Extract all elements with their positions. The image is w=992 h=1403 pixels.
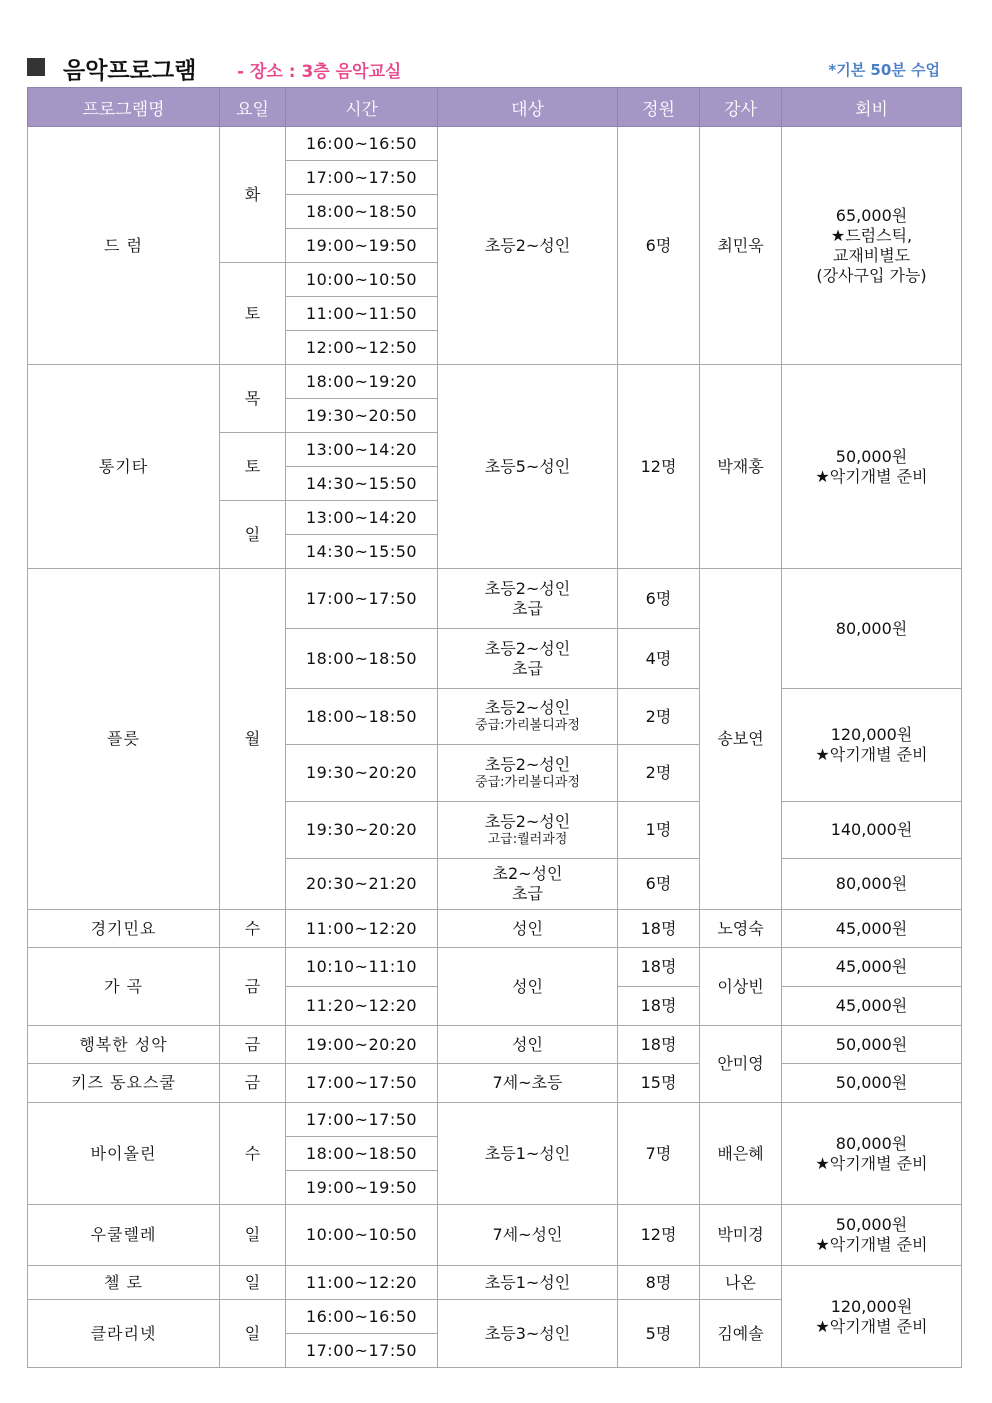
teacher-cell: 안미영 (700, 1026, 782, 1103)
fee-amount: 80,000원 (835, 1133, 908, 1153)
time-cell: 17:00~17:50 (286, 1064, 438, 1103)
time-cell: 18:00~18:50 (286, 195, 438, 229)
time-cell: 19:00~19:50 (286, 1171, 438, 1205)
time-cell: 10:00~10:50 (286, 1205, 438, 1266)
day-cell: 토 (220, 433, 286, 501)
time-cell: 10:00~10:50 (286, 263, 438, 297)
time-cell: 16:00~16:50 (286, 1300, 438, 1334)
fee-cell: 45,000원 (782, 987, 962, 1026)
time-cell: 17:00~17:50 (286, 1103, 438, 1137)
table-row (28, 1026, 962, 1064)
program-name: 플릇 (28, 569, 220, 910)
fee-note: ★악기개별 준비 (815, 466, 928, 486)
capacity-cell: 2명 (618, 689, 700, 745)
target-cell: 성인 (438, 1026, 618, 1064)
table-row (28, 1266, 962, 1300)
target-level: 초급 (512, 884, 543, 903)
target-cell: 성인 (438, 910, 618, 948)
target-range: 초등2~성인 (484, 698, 571, 718)
fee-cell: 80,000원 (782, 859, 962, 910)
capacity-cell: 6명 (618, 859, 700, 910)
col-header-program: 프로그램명 (28, 88, 220, 127)
time-cell: 19:30~20:20 (286, 745, 438, 802)
teacher-cell: 박재홍 (700, 365, 782, 569)
time-cell: 18:00~19:20 (286, 365, 438, 399)
program-name: 클라리넷 (28, 1300, 220, 1368)
target-cell (438, 802, 618, 859)
time-cell: 20:30~21:20 (286, 859, 438, 910)
time-cell: 11:00~11:50 (286, 297, 438, 331)
target-cell: 초등2~성인 (438, 127, 618, 365)
fee-note: ★드럼스틱, (830, 225, 913, 245)
time-cell: 17:00~17:50 (286, 569, 438, 629)
square-bullet-icon (27, 58, 45, 76)
day-cell: 목 (220, 365, 286, 433)
capacity-cell: 12명 (618, 365, 700, 569)
time-cell: 13:00~14:20 (286, 433, 438, 467)
fee-amount: 65,000원 (835, 205, 908, 225)
capacity-cell: 1명 (618, 802, 700, 859)
fee-amount: 120,000원 (830, 1296, 913, 1316)
day-cell: 토 (220, 263, 286, 365)
col-header-teacher: 강사 (700, 88, 782, 127)
capacity-cell: 15명 (618, 1064, 700, 1103)
day-cell: 일 (220, 1205, 286, 1266)
target-level: 중급:가리볼디과정 (475, 774, 580, 790)
fee-cell: 45,000원 (782, 948, 962, 987)
target-range: 초등2~성인 (484, 578, 571, 598)
time-cell: 11:00~12:20 (286, 1266, 438, 1300)
fee-note: ★악기개별 준비 (815, 1235, 928, 1254)
day-cell: 금 (220, 948, 286, 1026)
table-row (28, 1103, 962, 1137)
fee-note: ★악기개별 준비 (815, 745, 928, 764)
teacher-cell: 배은혜 (700, 1103, 782, 1205)
time-cell: 14:30~15:50 (286, 535, 438, 569)
table-row (28, 127, 962, 161)
capacity-cell: 7명 (618, 1103, 700, 1205)
target-cell: 초등1~성인 (438, 1103, 618, 1205)
target-cell: 초등1~성인 (438, 1266, 618, 1300)
fee-note: ★악기개별 준비 (815, 1153, 928, 1173)
program-name: 드 럼 (28, 127, 220, 365)
program-name: 첼 로 (28, 1266, 220, 1300)
fee-note: (강사구입 가능) (816, 265, 927, 285)
target-cell (438, 569, 618, 629)
teacher-cell: 노영숙 (700, 910, 782, 948)
time-cell: 17:00~17:50 (286, 161, 438, 195)
time-cell: 14:30~15:50 (286, 467, 438, 501)
time-cell: 18:00~18:50 (286, 629, 438, 689)
table-row (28, 1205, 962, 1266)
capacity-cell: 2명 (618, 745, 700, 802)
fee-cell: 80,000원 (782, 569, 962, 689)
day-cell: 금 (220, 1026, 286, 1064)
fee-cell: 140,000원 (782, 802, 962, 859)
target-range: 초등2~성인 (484, 754, 571, 774)
target-range: 초등2~성인 (484, 811, 571, 831)
target-cell (438, 859, 618, 910)
time-cell: 18:00~18:50 (286, 689, 438, 745)
target-cell (438, 745, 618, 802)
program-name: 가 곡 (28, 948, 220, 1026)
capacity-cell: 12명 (618, 1205, 700, 1266)
fee-note: ★악기개별 준비 (815, 1316, 928, 1336)
page-header (27, 50, 942, 84)
time-cell: 18:00~18:50 (286, 1137, 438, 1171)
teacher-cell: 최민욱 (700, 127, 782, 365)
time-cell: 19:00~20:20 (286, 1026, 438, 1064)
fee-cell (782, 1103, 962, 1205)
capacity-cell: 8명 (618, 1266, 700, 1300)
teacher-cell: 박미경 (700, 1205, 782, 1266)
time-cell: 19:30~20:50 (286, 399, 438, 433)
page-title: 음악프로그램 (63, 58, 197, 84)
day-cell: 일 (220, 1266, 286, 1300)
target-cell (438, 629, 618, 689)
table-row (28, 569, 962, 629)
capacity-cell: 18명 (618, 1026, 700, 1064)
table-header-row (28, 88, 962, 127)
day-cell: 일 (220, 1300, 286, 1368)
target-cell: 초등5~성인 (438, 365, 618, 569)
col-header-day: 요일 (220, 88, 286, 127)
time-cell: 19:30~20:20 (286, 802, 438, 859)
capacity-cell: 18명 (618, 948, 700, 987)
target-cell: 7세~성인 (438, 1205, 618, 1266)
target-range: 초등2~성인 (484, 638, 571, 658)
col-header-time: 시간 (286, 88, 438, 127)
time-cell: 10:10~11:10 (286, 948, 438, 987)
time-cell: 11:20~12:20 (286, 987, 438, 1026)
fee-cell (782, 689, 962, 802)
target-level: 중급:가리볼디과정 (475, 718, 580, 734)
day-cell: 수 (220, 910, 286, 948)
target-level: 초급 (512, 598, 543, 618)
music-program-table (27, 87, 962, 1368)
fee-cell (782, 127, 962, 365)
program-name: 통기타 (28, 365, 220, 569)
fee-cell: 50,000원 (782, 1064, 962, 1103)
target-level: 초급 (512, 658, 543, 678)
time-cell: 16:00~16:50 (286, 127, 438, 161)
table-row (28, 365, 962, 399)
target-level: 고급:퀄러과정 (487, 831, 568, 847)
program-name: 바이올린 (28, 1103, 220, 1205)
capacity-cell: 5명 (618, 1300, 700, 1368)
fee-amount: 120,000원 (830, 725, 913, 744)
table-row (28, 948, 962, 987)
time-cell: 17:00~17:50 (286, 1334, 438, 1368)
capacity-cell: 18명 (618, 987, 700, 1026)
table-row (28, 1064, 962, 1103)
location-label: - 장소 : 3층 음악교실 (237, 62, 402, 82)
fee-cell (782, 1205, 962, 1266)
col-header-target: 대상 (438, 88, 618, 127)
capacity-cell: 6명 (618, 127, 700, 365)
fee-cell: 45,000원 (782, 910, 962, 948)
teacher-cell: 김예솔 (700, 1300, 782, 1368)
day-cell: 수 (220, 1103, 286, 1205)
day-cell: 화 (220, 127, 286, 263)
target-cell: 7세~초등 (438, 1064, 618, 1103)
target-cell: 초등3~성인 (438, 1300, 618, 1368)
time-cell: 11:00~12:20 (286, 910, 438, 948)
program-name: 우쿨렐레 (28, 1205, 220, 1266)
fee-note: 교재비별도 (832, 245, 911, 265)
day-cell: 일 (220, 501, 286, 569)
day-cell: 금 (220, 1064, 286, 1103)
teacher-cell: 이상빈 (700, 948, 782, 1026)
target-cell: 성인 (438, 948, 618, 1026)
day-cell: 월 (220, 569, 286, 910)
col-header-fee: 회비 (782, 88, 962, 127)
capacity-cell: 18명 (618, 910, 700, 948)
teacher-cell: 송보연 (700, 569, 782, 910)
program-name: 키즈 동요스쿨 (28, 1064, 220, 1103)
capacity-cell: 4명 (618, 629, 700, 689)
time-cell: 13:00~14:20 (286, 501, 438, 535)
program-name: 행복한 성악 (28, 1026, 220, 1064)
table-row (28, 910, 962, 948)
time-cell: 12:00~12:50 (286, 331, 438, 365)
class-duration-note: *기본 50분 수업 (828, 61, 940, 79)
target-range: 초2~성인 (492, 864, 563, 883)
teacher-cell: 나온 (700, 1266, 782, 1300)
time-cell: 19:00~19:50 (286, 229, 438, 263)
target-cell (438, 689, 618, 745)
fee-cell (782, 1266, 962, 1368)
capacity-cell: 6명 (618, 569, 700, 629)
col-header-capacity: 정원 (618, 88, 700, 127)
fee-cell (782, 365, 962, 569)
fee-amount: 50,000원 (835, 446, 908, 466)
fee-cell: 50,000원 (782, 1026, 962, 1064)
program-name: 경기민요 (28, 910, 220, 948)
fee-amount: 50,000원 (835, 1215, 908, 1234)
